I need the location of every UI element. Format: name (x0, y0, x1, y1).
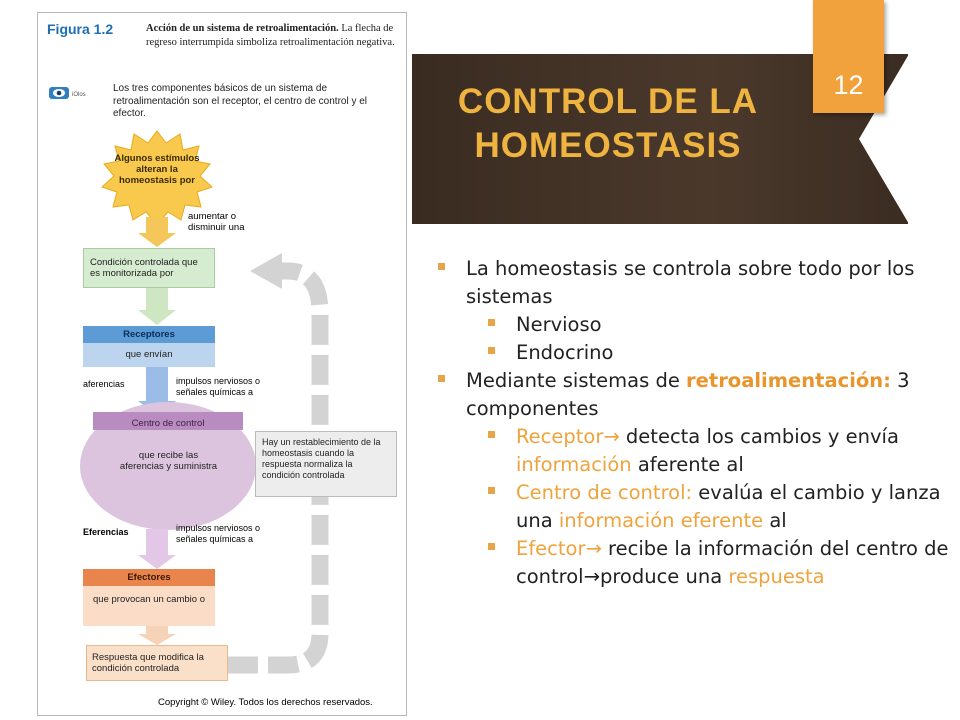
bullet-item (438, 367, 953, 423)
highlight-term: información (516, 453, 632, 476)
right-arrow-icon: → (585, 537, 602, 560)
sub-bullet-text: Endocrino (516, 341, 614, 364)
highlight-term: retroalimentación: (686, 369, 891, 392)
right-arrow-icon: → (583, 565, 600, 588)
sub-bullet-item (438, 479, 953, 535)
feedback-figure (37, 12, 407, 716)
highlight-term: respuesta (728, 565, 825, 588)
effectors-header: Efectores (83, 569, 215, 586)
bullet-square-icon (488, 319, 495, 326)
receptors-body: que envían (83, 343, 215, 367)
sub-bullet-text: detecta los cambios y envía (625, 425, 899, 448)
controlled-condition-box: Condición controlada que es monitorizada por (83, 248, 215, 288)
sub-bullet-item (438, 535, 953, 591)
sub-bullet-item (438, 423, 953, 479)
flow-arrow (138, 529, 176, 569)
sub-bullet-text: al (769, 509, 787, 532)
bullet-square-icon (488, 543, 495, 550)
increase-decrease-label: aumentar o disminuir una (188, 211, 245, 233)
bullet-square-icon (438, 375, 445, 382)
slide-title-line-1: CONTROL DE LA (457, 82, 759, 121)
copyright-notice: Copyright © Wiley. Todos los derechos reservados. (158, 697, 373, 708)
response-box: Respuesta que modifica la condición controlada (86, 645, 228, 681)
sub-bullet-text: produce una (599, 565, 723, 588)
control-center-header: Centro de control (131, 418, 205, 429)
figure-note: Los tres componentes básicos de un sistema de retroalimentación son el receptor, el centro de control y el efector. (113, 83, 368, 119)
highlight-term: Receptor (516, 425, 604, 448)
nerve-impulses-label-1: impulsos nerviosos o señales químicas a (176, 376, 261, 397)
flow-arrow (138, 217, 176, 247)
figure-number: Figura 1.2 (47, 21, 114, 37)
sub-bullet-item (438, 339, 953, 367)
highlight-term: información eferente (558, 509, 764, 532)
bullet-square-icon (488, 431, 495, 438)
control-center-body: que recibe las aferencias y suministra (119, 450, 218, 472)
page-number: 12 (833, 70, 864, 100)
bullet-text: Mediante sistemas de (466, 369, 680, 392)
highlight-term: Centro de control: (516, 481, 693, 504)
feedback-arrowhead (250, 253, 282, 289)
figure-caption-bold: Acción de un sistema de retroalimentación. (146, 23, 339, 34)
bullet-square-icon (488, 487, 495, 494)
bullet-text: 3 componentes (466, 369, 910, 420)
sub-bullet-text: recibe la información del centro de control (516, 537, 949, 588)
sub-bullet-text: aferente al (637, 453, 744, 476)
highlight-term: Efector (516, 537, 586, 560)
slide-title-line-2: HOMEOSTASIS (474, 126, 742, 165)
sub-bullet-text: evalúa el cambio y lanza una (516, 481, 941, 532)
receptors-header: Receptores (83, 326, 215, 343)
bullet-item (438, 255, 953, 311)
bullet-text: La homeostasis se controla sobre todo por los sistemas (466, 257, 915, 308)
restoration-box: Hay un restablecimiento de la homeostasis cuando la respuesta normaliza la condición controlada (255, 431, 397, 497)
sub-bullet-item (438, 311, 953, 339)
right-arrow-icon: → (603, 425, 620, 448)
bullet-square-icon (488, 347, 495, 354)
efferents-label: Eferencias (83, 527, 129, 537)
bullet-list (438, 255, 953, 591)
flow-arrow (138, 288, 176, 325)
afferents-label: aferencias (83, 379, 125, 389)
slide-title (418, 80, 798, 168)
bullet-square-icon (438, 263, 445, 270)
eye-icon-label: iOlos (72, 92, 86, 98)
sub-bullet-text: Nervioso (516, 313, 602, 336)
nerve-impulses-label-2: impulsos nerviosos o señales químicas a (176, 523, 261, 544)
flow-arrow (138, 626, 176, 645)
figure-caption-rest: La flecha de regreso interrumpida simboliza retroalimentación negativa. (146, 23, 395, 48)
stimulus-text: Algunos estímulos alteran la homeostasis por (114, 153, 200, 186)
effectors-body: que provocan un cambio o (83, 586, 215, 626)
